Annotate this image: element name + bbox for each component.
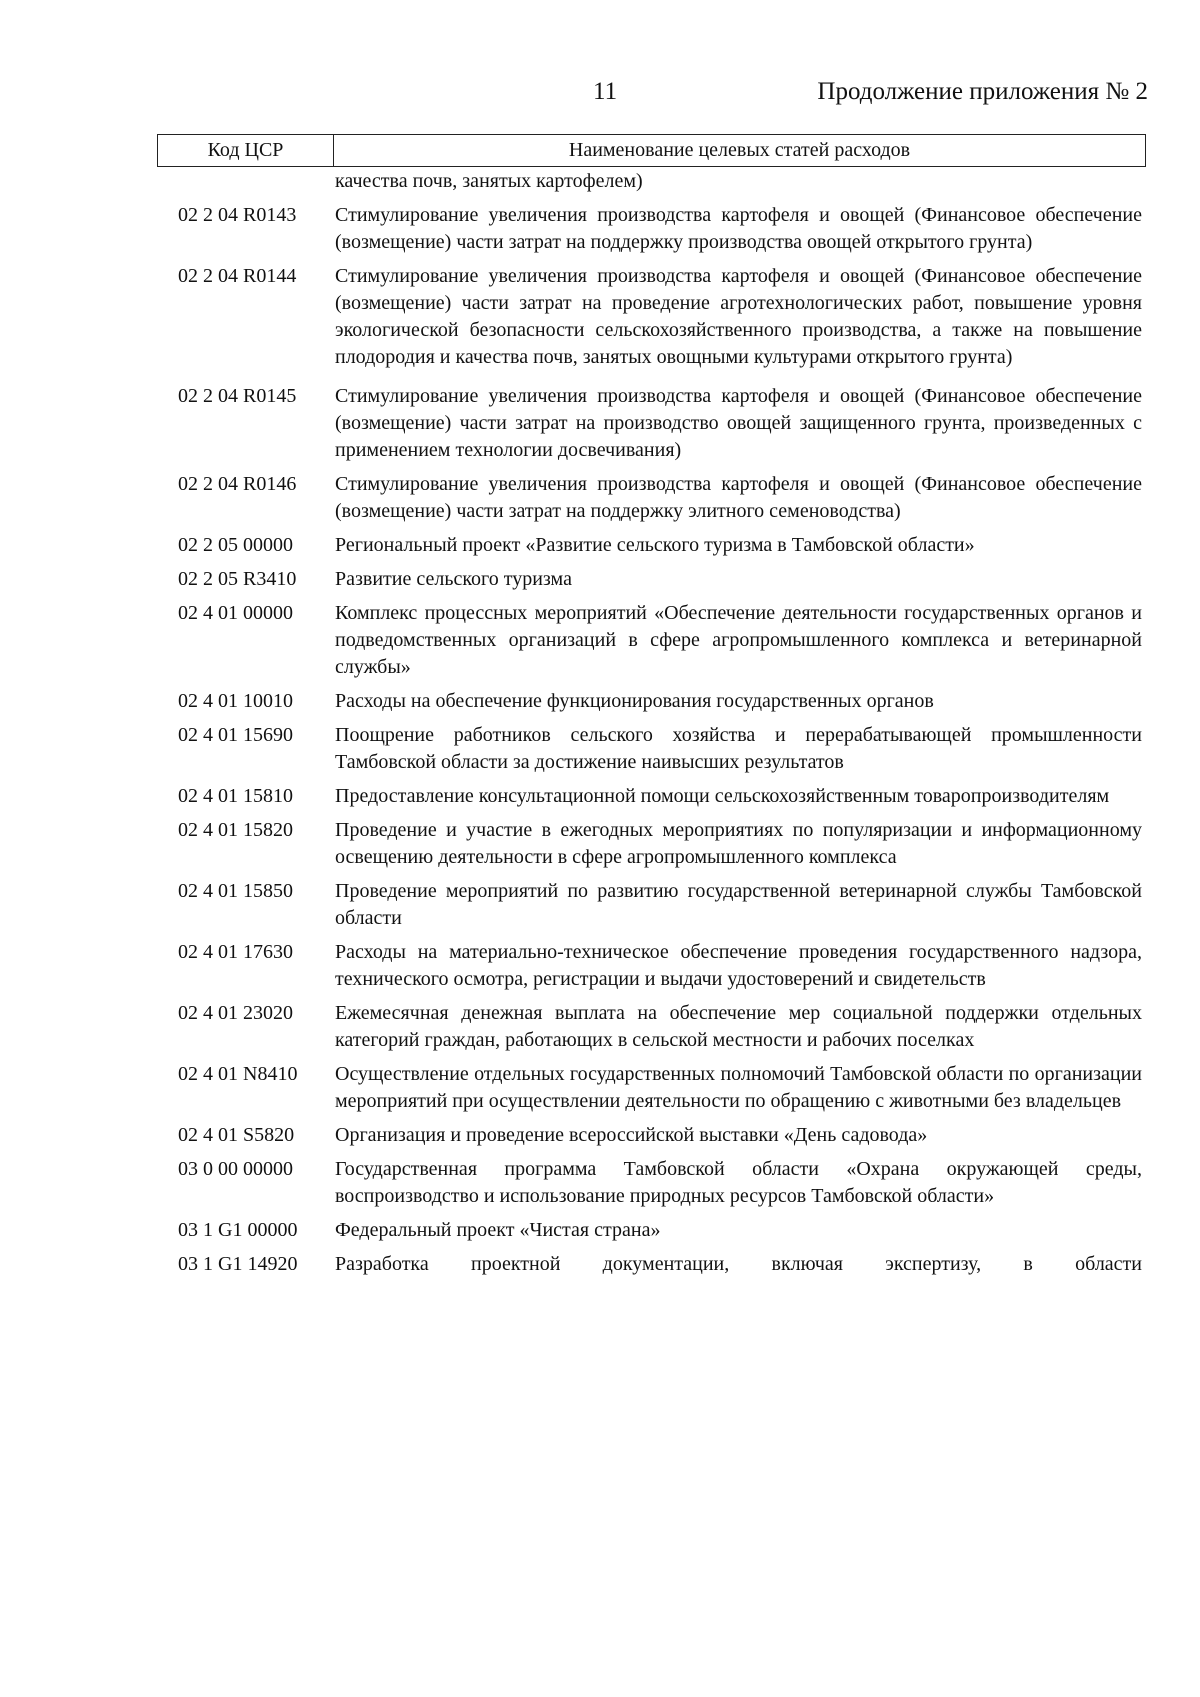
row-name: Расходы на материально-техническое обеспечение проведения государственного надзора, технического осмотра, регистрации и выдачи удостоверений и свидетельств (335, 941, 1142, 990)
table-row (170, 1122, 1146, 1149)
table-row (170, 1061, 1146, 1115)
table-row (170, 383, 1146, 464)
table-row (170, 532, 1146, 559)
table-body (170, 168, 1146, 1285)
table-row (170, 471, 1146, 525)
row-code: 02 2 05 00000 (178, 534, 293, 556)
row-name: Организация и проведение всероссийской выставки «День садовода» (335, 1124, 928, 1146)
table-row (170, 600, 1146, 681)
row-name: Стимулирование увеличения производства картофеля и овощей (Финансовое обеспечение (возмещение) части затрат на проведение агротехнологических работ, повышение уровня экологической безопасности сельскохозяйственного производства, а также на повышение плодородия и качества почв, занятых овощными культурами открытого грунта) (335, 265, 1142, 368)
table-row (170, 202, 1146, 256)
table-row (170, 263, 1146, 371)
row-name: качества почв, занятых картофелем) (335, 170, 643, 192)
table-row-continuation (170, 168, 1146, 195)
row-code: 02 4 01 15850 (178, 880, 293, 902)
row-code: 02 4 01 S5820 (178, 1124, 295, 1146)
table-row (170, 1000, 1146, 1054)
row-code: 02 2 05 R3410 (178, 568, 297, 590)
row-code: 02 4 01 15820 (178, 819, 293, 841)
row-code: 02 4 01 15690 (178, 724, 293, 746)
column-header-code: Код ЦСР (158, 135, 334, 166)
table-row (170, 817, 1146, 871)
column-header-name: Наименование целевых статей расходов (568, 139, 911, 161)
row-code: 02 2 04 R0144 (178, 265, 297, 287)
row-name: Разработка проектной документации, включая экспертизу, в области (335, 1253, 1142, 1275)
row-name: Поощрение работников сельского хозяйства и перерабатывающей промышленности Тамбовской области за достижение наивысших результатов (335, 724, 1142, 773)
row-name: Стимулирование увеличения производства картофеля и овощей (Финансовое обеспечение (возмещение) части затрат на производство овощей защищенного грунта, произведенных с применением технологии досвечивания) (335, 385, 1142, 461)
appendix-continuation-label: Продолжение приложения № 2 (817, 78, 1148, 105)
table-row (170, 722, 1146, 776)
table-row (170, 1156, 1146, 1210)
row-code: 02 4 01 17630 (178, 941, 293, 963)
table-header (157, 134, 1146, 167)
row-name: Развитие сельского туризма (335, 568, 572, 590)
row-name: Осуществление отдельных государственных полномочий Тамбовской области по организации мероприятий при осуществлении деятельности по обращению с животными без владельцев (335, 1063, 1142, 1112)
row-name: Предоставление консультационной помощи сельскохозяйственным товаропроизводителям (335, 785, 1110, 807)
table-row (170, 688, 1146, 715)
table-row (170, 566, 1146, 593)
table-row (170, 878, 1146, 932)
row-name: Государственная программа Тамбовской области «Охрана окружающей среды, воспроизводство и использование природных ресурсов Тамбовской области» (335, 1158, 1142, 1207)
row-code: 03 0 00 00000 (178, 1158, 293, 1180)
row-name: Региональный проект «Развитие сельского туризма в Тамбовской области» (335, 534, 975, 556)
table-row (170, 939, 1146, 993)
row-name: Стимулирование увеличения производства картофеля и овощей (Финансовое обеспечение (возмещение) части затрат на поддержку производства овощей открытого грунта) (335, 204, 1142, 253)
row-name: Проведение и участие в ежегодных мероприятиях по популяризации и информационному освещению деятельности в сфере агропромышленного комплекса (335, 819, 1142, 868)
row-code: 02 2 04 R0145 (178, 385, 297, 407)
row-code: 03 1 G1 00000 (178, 1219, 298, 1241)
row-code: 02 2 04 R0143 (178, 204, 297, 226)
row-name: Федеральный проект «Чистая страна» (335, 1219, 661, 1241)
row-code: 02 4 01 10010 (178, 690, 293, 712)
row-name: Ежемесячная денежная выплата на обеспечение мер социальной поддержки отдельных категорий граждан, работающих в сельской местности и рабочих поселках (335, 1002, 1142, 1051)
row-code: 02 4 01 N8410 (178, 1063, 298, 1085)
row-code: 02 4 01 15810 (178, 785, 293, 807)
row-code: 03 1 G1 14920 (178, 1253, 298, 1275)
row-name: Стимулирование увеличения производства картофеля и овощей (Финансовое обеспечение (возмещение) части затрат на поддержку элитного семеноводства) (335, 473, 1142, 522)
row-name: Проведение мероприятий по развитию государственной ветеринарной службы Тамбовской области (335, 880, 1142, 929)
table-row (170, 1251, 1146, 1278)
table-row (170, 783, 1146, 810)
page-number: 11 (593, 78, 618, 105)
row-code: 02 4 01 23020 (178, 1002, 293, 1024)
row-name: Расходы на обеспечение функционирования государственных органов (335, 690, 934, 712)
row-name: Комплекс процессных мероприятий «Обеспечение деятельности государственных органов и подведомственных организаций в сфере агропромышленного комплекса и ветеринарной службы» (335, 602, 1142, 678)
row-code: 02 2 04 R0146 (178, 473, 297, 495)
page-header (0, 78, 1200, 118)
row-code: 02 4 01 00000 (178, 602, 293, 624)
table-row (170, 1217, 1146, 1244)
